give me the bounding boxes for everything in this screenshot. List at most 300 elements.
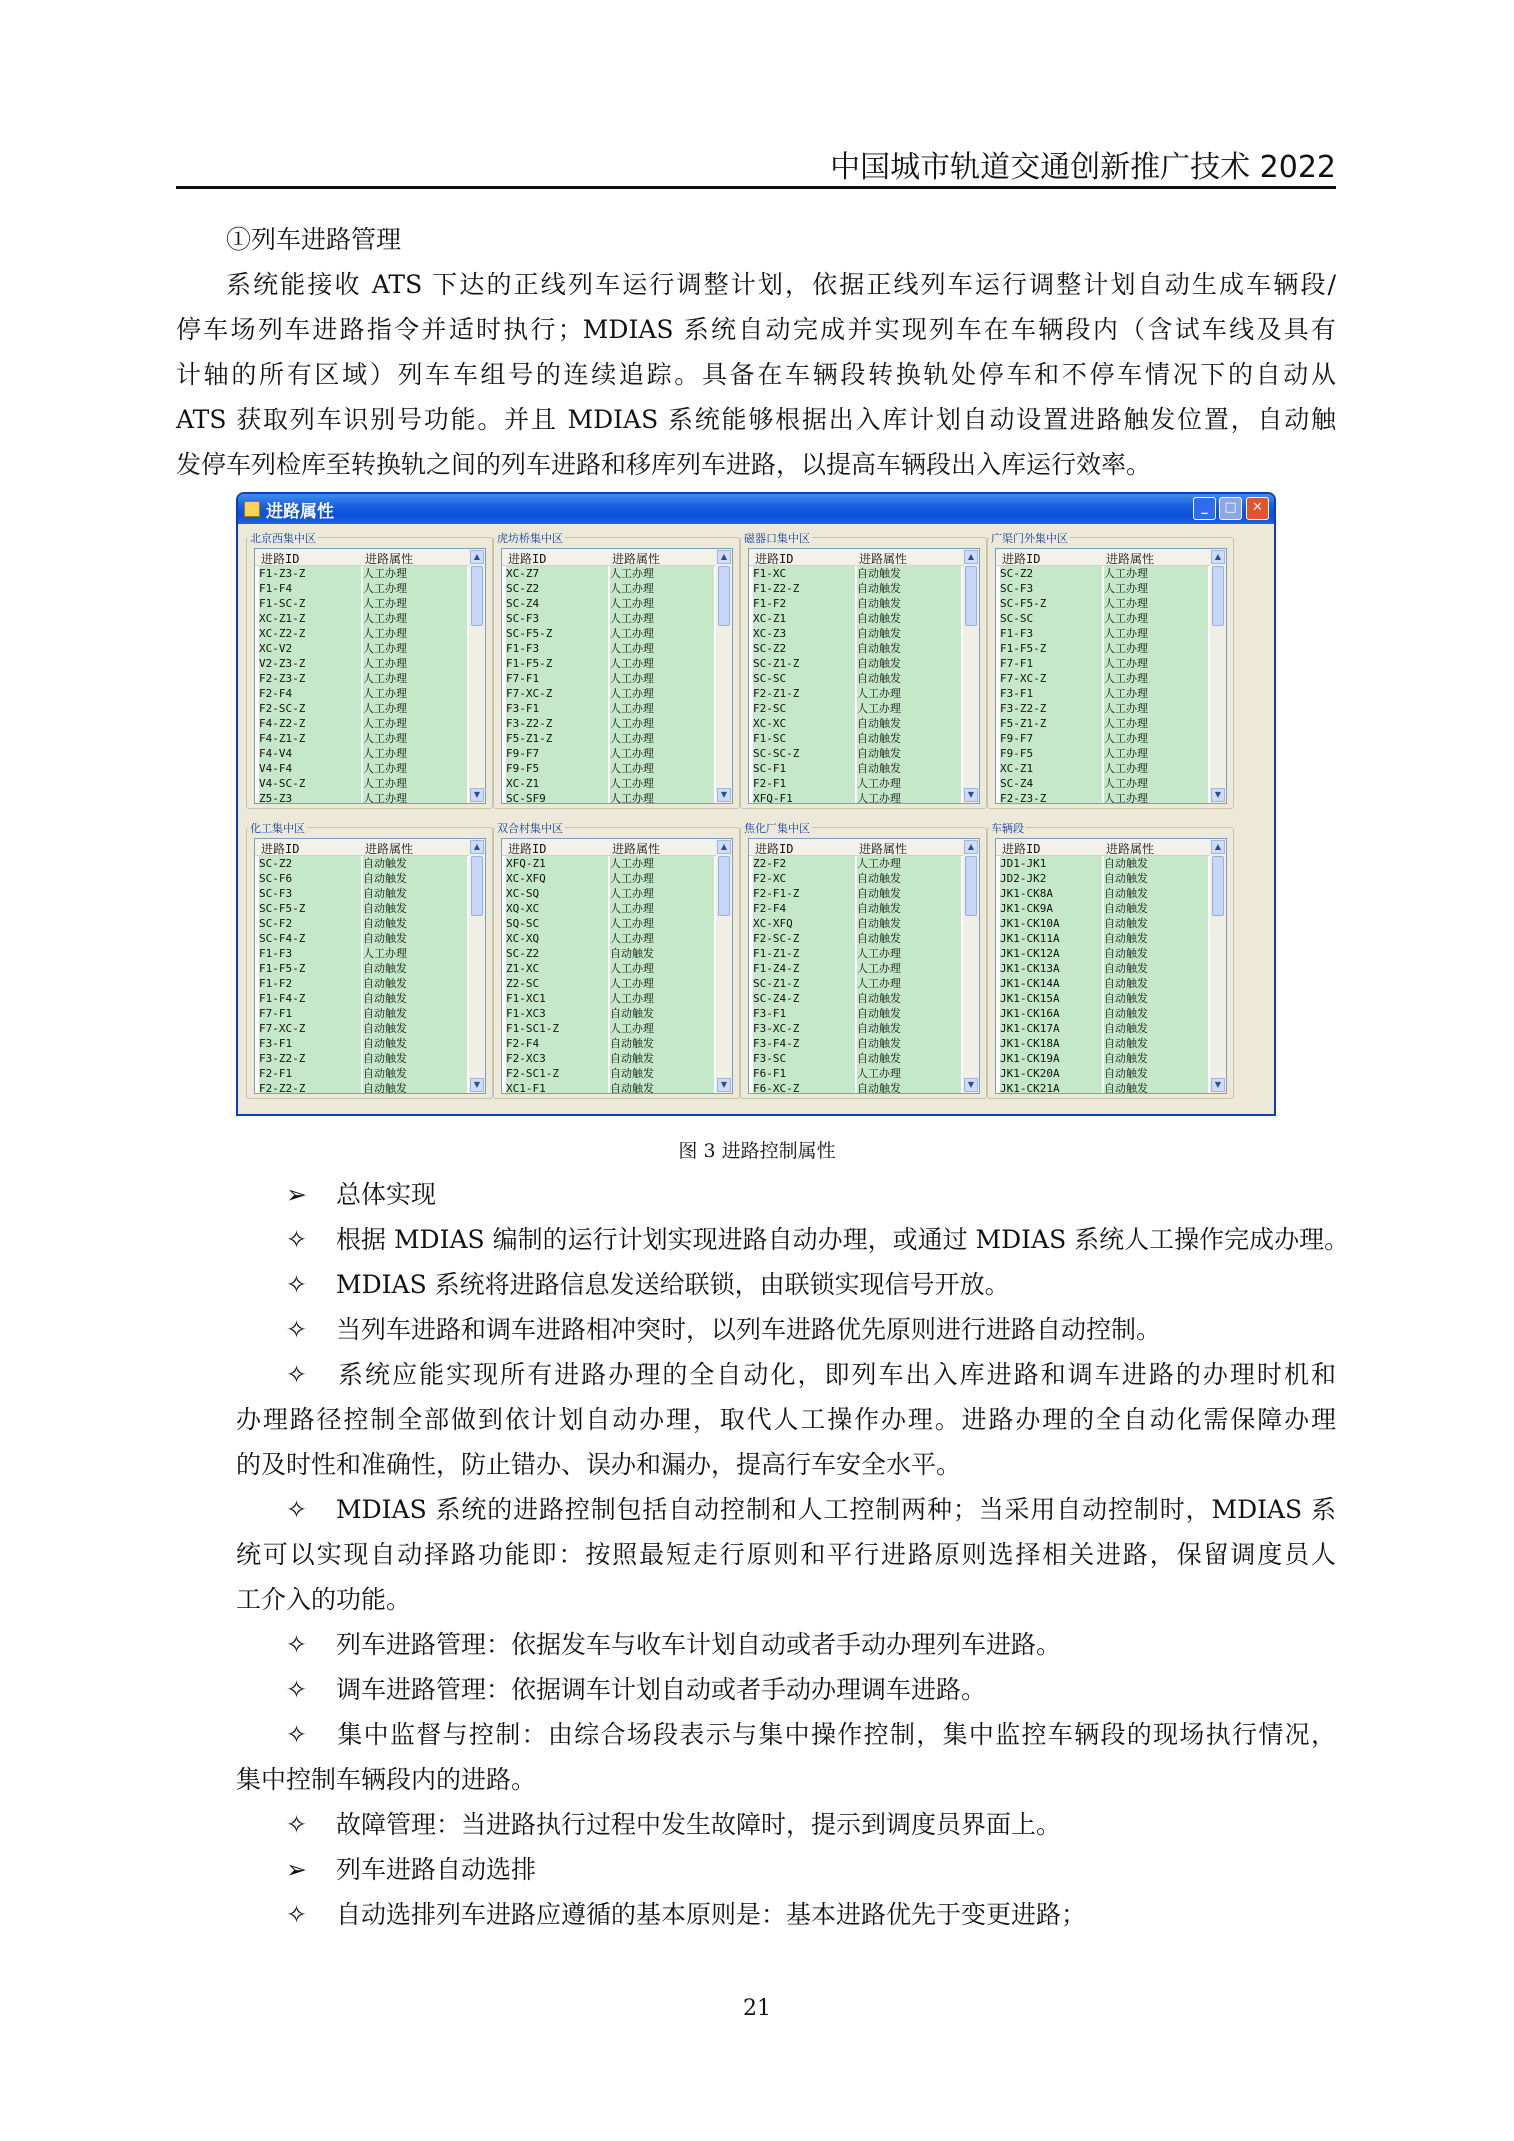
table-row[interactable] xyxy=(749,746,963,761)
table-row[interactable] xyxy=(502,791,716,804)
listview-rows xyxy=(255,566,469,804)
intro-line: ATS 获取列车识别号功能。并且 MDIAS 系统能够根据出入库计划自动设置进路触发位置，自动触 xyxy=(176,405,1336,434)
table-row[interactable] xyxy=(502,1006,716,1021)
table-row[interactable] xyxy=(996,1036,1210,1051)
scroll-thumb[interactable] xyxy=(471,856,483,916)
vertical-scrollbar[interactable] xyxy=(1210,839,1226,1093)
table-row[interactable] xyxy=(749,856,963,871)
table-row[interactable] xyxy=(255,671,469,686)
table-row[interactable] xyxy=(502,961,716,976)
bullet-item xyxy=(286,1847,1336,1892)
table-row[interactable] xyxy=(502,886,716,901)
table-row[interactable] xyxy=(502,901,716,916)
table-row[interactable] xyxy=(502,671,716,686)
table-row[interactable] xyxy=(996,731,1210,746)
bullet-item xyxy=(286,1667,1336,1712)
route-id-cell: F2-SC-Z xyxy=(753,931,855,946)
table-row[interactable] xyxy=(749,1021,963,1036)
table-row[interactable] xyxy=(255,991,469,1006)
table-row[interactable] xyxy=(749,976,963,991)
table-row[interactable] xyxy=(255,1051,469,1066)
intro-paragraph xyxy=(176,262,1336,487)
column-header-route-id[interactable]: 进路ID xyxy=(755,842,794,856)
route-attr-cell: 自动触发 xyxy=(363,886,467,901)
route-id-cell: XFQ-Z1 xyxy=(506,856,608,871)
route-group xyxy=(493,820,740,1098)
column-header-route-attr[interactable]: 进路属性 xyxy=(612,552,661,566)
route-id-cell: SC-F5-Z xyxy=(506,626,608,641)
scroll-up-icon[interactable]: ▲ xyxy=(1211,840,1225,854)
scroll-up-icon[interactable]: ▲ xyxy=(470,840,484,854)
table-row[interactable] xyxy=(749,701,963,716)
table-row[interactable] xyxy=(502,731,716,746)
route-id-cell: F3-F1 xyxy=(1000,686,1102,701)
table-row[interactable] xyxy=(749,581,963,596)
table-row[interactable] xyxy=(996,1006,1210,1021)
route-id-cell: F7-XC-Z xyxy=(1000,671,1102,686)
table-row[interactable] xyxy=(749,776,963,791)
scroll-up-icon[interactable]: ▲ xyxy=(1211,550,1225,564)
bullet-text: 自动选排列车进路应遵循的基本原则是：基本进路优先于变更进路； xyxy=(336,1900,1087,1929)
group-title: 双合村集中区 xyxy=(497,822,563,835)
table-row[interactable] xyxy=(996,856,1210,871)
table-row[interactable] xyxy=(502,871,716,886)
table-row[interactable] xyxy=(255,1081,469,1094)
scroll-down-icon[interactable]: ▼ xyxy=(964,788,978,802)
route-attr-cell: 人工办理 xyxy=(610,566,714,581)
route-listview[interactable] xyxy=(254,548,486,804)
route-id-cell: F2-Z3-Z xyxy=(1000,791,1102,804)
vertical-scrollbar[interactable] xyxy=(716,839,732,1093)
bullet-icon: ➢ xyxy=(286,1180,307,1209)
route-attr-cell: 自动触发 xyxy=(857,931,961,946)
table-row[interactable] xyxy=(502,626,716,641)
column-header-route-id[interactable]: 进路ID xyxy=(755,552,794,566)
route-attr-cell: 人工办理 xyxy=(610,991,714,1006)
route-group xyxy=(987,820,1234,1098)
table-row[interactable] xyxy=(749,1051,963,1066)
table-row[interactable] xyxy=(996,916,1210,931)
table-row[interactable] xyxy=(996,716,1210,731)
route-attr-cell: 人工办理 xyxy=(610,581,714,596)
table-row[interactable] xyxy=(255,731,469,746)
table-row[interactable] xyxy=(749,626,963,641)
route-id-cell: SC-F5-Z xyxy=(259,901,361,916)
table-row[interactable] xyxy=(255,1006,469,1021)
route-attr-cell: 人工办理 xyxy=(1104,716,1208,731)
route-attr-cell: 自动触发 xyxy=(363,1006,467,1021)
table-row[interactable] xyxy=(996,611,1210,626)
table-row[interactable] xyxy=(749,731,963,746)
route-attr-cell: 人工办理 xyxy=(857,686,961,701)
bullet-text-line: 的及时性和准确性，防止错办、误办和漏办，提高行车安全水平。 xyxy=(236,1450,962,1479)
route-listview[interactable] xyxy=(254,838,486,1094)
table-row[interactable] xyxy=(749,596,963,611)
table-row[interactable] xyxy=(996,946,1210,961)
table-row[interactable] xyxy=(996,776,1210,791)
table-row[interactable] xyxy=(502,916,716,931)
table-row[interactable] xyxy=(255,901,469,916)
route-id-cell: XC-V2 xyxy=(259,641,361,656)
table-row[interactable] xyxy=(255,701,469,716)
group-title: 广渠门外集中区 xyxy=(991,532,1068,545)
table-row[interactable] xyxy=(255,626,469,641)
window-titlebar[interactable] xyxy=(238,494,1274,524)
table-row[interactable] xyxy=(255,776,469,791)
table-row[interactable] xyxy=(255,611,469,626)
table-row[interactable] xyxy=(749,886,963,901)
route-attr-cell: 人工办理 xyxy=(610,776,714,791)
table-row[interactable] xyxy=(996,1081,1210,1094)
column-header-route-id[interactable]: 进路ID xyxy=(261,552,300,566)
vertical-scrollbar[interactable] xyxy=(963,839,979,1093)
table-row[interactable] xyxy=(502,856,716,871)
scroll-down-icon[interactable]: ▼ xyxy=(1211,788,1225,802)
table-row[interactable] xyxy=(749,611,963,626)
route-id-cell: F1-SC xyxy=(753,731,855,746)
table-row[interactable] xyxy=(502,611,716,626)
minimize-button[interactable]: _ xyxy=(1193,497,1216,520)
table-row[interactable] xyxy=(996,976,1210,991)
table-row[interactable] xyxy=(255,791,469,804)
table-row[interactable] xyxy=(502,1081,716,1094)
table-row[interactable] xyxy=(996,701,1210,716)
table-row[interactable] xyxy=(749,566,963,581)
vertical-scrollbar[interactable] xyxy=(469,839,485,1093)
route-listview[interactable] xyxy=(995,548,1227,804)
route-attr-cell: 自动触发 xyxy=(1104,1006,1208,1021)
route-id-cell: F9-F5 xyxy=(1000,746,1102,761)
bullet-text: 故障管理：当进路执行过程中发生故障时，提示到调度员界面上。 xyxy=(336,1810,1062,1839)
column-header-route-id[interactable]: 进路ID xyxy=(1002,842,1041,856)
table-row[interactable] xyxy=(502,656,716,671)
route-id-cell: F1-F5-Z xyxy=(506,656,608,671)
table-row[interactable] xyxy=(996,641,1210,656)
table-row[interactable] xyxy=(749,656,963,671)
route-attr-cell: 人工办理 xyxy=(610,686,714,701)
table-row[interactable] xyxy=(996,671,1210,686)
scroll-thumb[interactable] xyxy=(965,856,977,916)
route-id-cell: F1-SC-Z xyxy=(259,596,361,611)
table-row[interactable] xyxy=(996,931,1210,946)
route-id-cell: V2-Z3-Z xyxy=(259,656,361,671)
table-row[interactable] xyxy=(255,856,469,871)
table-row[interactable] xyxy=(749,1066,963,1081)
route-id-cell: JK1-CK12A xyxy=(1000,946,1102,961)
table-row[interactable] xyxy=(749,931,963,946)
table-row[interactable] xyxy=(502,1036,716,1051)
route-attr-cell: 自动触发 xyxy=(363,856,467,871)
table-row[interactable] xyxy=(502,931,716,946)
route-id-cell: XC-Z7 xyxy=(506,566,608,581)
table-row[interactable] xyxy=(255,871,469,886)
figure-caption: 图 3 进路控制属性 xyxy=(678,1140,836,1162)
route-attr-cell: 人工办理 xyxy=(610,701,714,716)
table-row[interactable] xyxy=(996,991,1210,1006)
route-id-cell: F1-XC3 xyxy=(506,1006,608,1021)
table-row[interactable] xyxy=(255,596,469,611)
table-row[interactable] xyxy=(502,946,716,961)
route-attr-cell: 人工办理 xyxy=(363,776,467,791)
table-row[interactable] xyxy=(749,761,963,776)
table-row[interactable] xyxy=(502,991,716,1006)
route-id-cell: F9-F7 xyxy=(506,746,608,761)
route-group xyxy=(740,820,987,1098)
route-id-cell: F3-F4-Z xyxy=(753,1036,855,1051)
route-listview[interactable] xyxy=(995,838,1227,1094)
scroll-thumb[interactable] xyxy=(1212,856,1224,916)
column-header-route-attr[interactable]: 进路属性 xyxy=(365,842,414,856)
route-attr-cell: 人工办理 xyxy=(1104,761,1208,776)
route-attr-cell: 人工办理 xyxy=(363,611,467,626)
scroll-up-icon[interactable]: ▲ xyxy=(717,550,731,564)
table-row[interactable] xyxy=(996,761,1210,776)
route-attr-cell: 人工办理 xyxy=(610,961,714,976)
table-row[interactable] xyxy=(255,746,469,761)
scroll-thumb[interactable] xyxy=(1212,566,1224,626)
route-id-cell: Z2-SC xyxy=(506,976,608,991)
table-row[interactable] xyxy=(749,1036,963,1051)
table-row[interactable] xyxy=(502,716,716,731)
table-row[interactable] xyxy=(502,746,716,761)
listview-rows xyxy=(749,566,963,804)
table-row[interactable] xyxy=(502,1051,716,1066)
route-attr-cell: 自动触发 xyxy=(857,871,961,886)
table-row[interactable] xyxy=(749,641,963,656)
table-row[interactable] xyxy=(996,1051,1210,1066)
route-id-cell: Z5-Z3 xyxy=(259,791,361,804)
route-id-cell: Z2-F2 xyxy=(753,856,855,871)
table-row[interactable] xyxy=(749,671,963,686)
table-row[interactable] xyxy=(502,976,716,991)
route-listview[interactable] xyxy=(748,548,980,804)
table-row[interactable] xyxy=(996,626,1210,641)
table-row[interactable] xyxy=(996,901,1210,916)
route-id-cell: F3-SC xyxy=(753,1051,855,1066)
table-row[interactable] xyxy=(255,1036,469,1051)
table-row[interactable] xyxy=(996,961,1210,976)
route-attr-cell: 人工办理 xyxy=(610,901,714,916)
vertical-scrollbar[interactable] xyxy=(1210,549,1226,803)
table-row[interactable] xyxy=(996,871,1210,886)
route-id-cell: F1-Z4-Z xyxy=(753,961,855,976)
column-header-route-attr[interactable]: 进路属性 xyxy=(612,842,661,856)
route-id-cell: F2-F1-Z xyxy=(753,886,855,901)
route-id-cell: V4-F4 xyxy=(259,761,361,776)
table-row[interactable] xyxy=(502,1066,716,1081)
table-row[interactable] xyxy=(255,716,469,731)
route-attr-cell: 人工办理 xyxy=(610,761,714,776)
table-row[interactable] xyxy=(749,1081,963,1094)
vertical-scrollbar[interactable] xyxy=(716,549,732,803)
scroll-down-icon[interactable]: ▼ xyxy=(717,1078,731,1092)
table-row[interactable] xyxy=(255,656,469,671)
close-button[interactable]: ✕ xyxy=(1246,497,1269,520)
column-header-route-id[interactable]: 进路ID xyxy=(508,552,547,566)
route-id-cell: F3-F1 xyxy=(259,1036,361,1051)
table-row[interactable] xyxy=(502,701,716,716)
window-title: 进路属性 xyxy=(266,502,334,522)
bullet-item xyxy=(286,1172,1336,1217)
table-row[interactable] xyxy=(996,581,1210,596)
route-id-cell: SC-Z2 xyxy=(506,581,608,596)
table-row[interactable] xyxy=(502,581,716,596)
column-header-route-attr[interactable]: 进路属性 xyxy=(365,552,414,566)
table-row[interactable] xyxy=(996,566,1210,581)
route-attr-cell: 自动触发 xyxy=(857,716,961,731)
route-attr-cell: 自动触发 xyxy=(857,641,961,656)
route-attr-cell: 自动触发 xyxy=(1104,991,1208,1006)
table-row[interactable] xyxy=(749,946,963,961)
route-attr-cell: 人工办理 xyxy=(857,856,961,871)
column-header-route-attr[interactable]: 进路属性 xyxy=(1106,552,1155,566)
scroll-down-icon[interactable]: ▼ xyxy=(964,1078,978,1092)
table-row[interactable] xyxy=(749,961,963,976)
bullet-icon: ✧ xyxy=(286,1495,307,1524)
column-header-route-attr[interactable]: 进路属性 xyxy=(859,552,908,566)
table-row[interactable] xyxy=(996,791,1210,804)
scroll-down-icon[interactable]: ▼ xyxy=(470,788,484,802)
table-row[interactable] xyxy=(749,791,963,804)
table-row[interactable] xyxy=(255,961,469,976)
scroll-thumb[interactable] xyxy=(471,566,483,626)
route-attr-cell: 人工办理 xyxy=(857,976,961,991)
scroll-down-icon[interactable]: ▼ xyxy=(470,1078,484,1092)
route-attr-cell: 自动触发 xyxy=(857,611,961,626)
table-row[interactable] xyxy=(255,916,469,931)
table-row[interactable] xyxy=(749,991,963,1006)
bullet-icon: ✧ xyxy=(286,1315,307,1344)
table-row[interactable] xyxy=(749,901,963,916)
route-attr-cell: 人工办理 xyxy=(610,976,714,991)
table-row[interactable] xyxy=(255,686,469,701)
bullet-icon: ✧ xyxy=(286,1810,307,1839)
table-row[interactable] xyxy=(255,1066,469,1081)
route-listview[interactable] xyxy=(501,548,733,804)
route-attr-cell: 自动触发 xyxy=(363,901,467,916)
scroll-up-icon[interactable]: ▲ xyxy=(964,840,978,854)
vertical-scrollbar[interactable] xyxy=(469,549,485,803)
route-id-cell: SQ-SC xyxy=(506,916,608,931)
bullet-item xyxy=(286,1622,1336,1667)
table-row[interactable] xyxy=(255,946,469,961)
route-attr-cell: 人工办理 xyxy=(1104,731,1208,746)
route-listview[interactable] xyxy=(501,838,733,1094)
scroll-thumb[interactable] xyxy=(718,566,730,626)
table-row[interactable] xyxy=(255,976,469,991)
route-id-cell: F2-XC xyxy=(753,871,855,886)
table-row[interactable] xyxy=(749,686,963,701)
route-id-cell: F1-F3 xyxy=(259,946,361,961)
bullet-paragraph xyxy=(236,1712,1336,1802)
bullet-text-line: 办理路径控制全部做到依计划自动办理，取代人工操作办理。进路办理的全自动化需保障办理 xyxy=(236,1405,1336,1434)
scroll-up-icon[interactable]: ▲ xyxy=(470,550,484,564)
table-row[interactable] xyxy=(255,931,469,946)
table-row[interactable] xyxy=(255,566,469,581)
route-id-cell: F2-Z1-Z xyxy=(753,686,855,701)
table-row[interactable] xyxy=(996,1066,1210,1081)
scroll-thumb[interactable] xyxy=(965,566,977,626)
route-id-cell: SC-F1 xyxy=(753,761,855,776)
route-attr-cell: 自动触发 xyxy=(857,1051,961,1066)
table-row[interactable] xyxy=(502,596,716,611)
route-attr-cell: 自动触发 xyxy=(857,581,961,596)
route-attr-cell: 自动触发 xyxy=(1104,856,1208,871)
scroll-down-icon[interactable]: ▼ xyxy=(717,788,731,802)
table-row[interactable] xyxy=(502,566,716,581)
route-attr-cell: 自动触发 xyxy=(857,886,961,901)
route-id-cell: SC-SC xyxy=(1000,611,1102,626)
table-row[interactable] xyxy=(749,916,963,931)
table-row[interactable] xyxy=(255,581,469,596)
table-row[interactable] xyxy=(502,686,716,701)
table-row[interactable] xyxy=(996,656,1210,671)
table-row[interactable] xyxy=(996,686,1210,701)
route-attr-cell: 人工办理 xyxy=(363,946,467,961)
table-row[interactable] xyxy=(749,1006,963,1021)
table-row[interactable] xyxy=(502,761,716,776)
column-header-route-id[interactable]: 进路ID xyxy=(1002,552,1041,566)
table-row[interactable] xyxy=(996,1021,1210,1036)
route-id-cell: F5-Z1-Z xyxy=(1000,716,1102,731)
route-attr-cell: 自动触发 xyxy=(363,1081,467,1094)
column-header-route-id[interactable]: 进路ID xyxy=(508,842,547,856)
column-header-route-attr[interactable]: 进路属性 xyxy=(859,842,908,856)
route-attr-cell: 自动触发 xyxy=(363,991,467,1006)
scroll-up-icon[interactable]: ▲ xyxy=(964,550,978,564)
scroll-down-icon[interactable]: ▼ xyxy=(1211,1078,1225,1092)
column-header-route-id[interactable]: 进路ID xyxy=(261,842,300,856)
app-icon xyxy=(244,501,260,517)
table-row[interactable] xyxy=(255,641,469,656)
table-row[interactable] xyxy=(502,641,716,656)
table-row[interactable] xyxy=(996,746,1210,761)
table-row[interactable] xyxy=(749,871,963,886)
route-attr-cell: 人工办理 xyxy=(363,791,467,804)
table-row[interactable] xyxy=(996,596,1210,611)
route-attr-cell: 人工办理 xyxy=(610,716,714,731)
intro-line: 停车场列车进路指令并适时执行；MDIAS 系统自动完成并实现列车在车辆段内（含试车线及具有 xyxy=(176,315,1336,344)
vertical-scrollbar[interactable] xyxy=(963,549,979,803)
table-row[interactable] xyxy=(255,761,469,776)
listview-header xyxy=(255,549,469,566)
route-attr-cell: 自动触发 xyxy=(363,931,467,946)
table-row[interactable] xyxy=(255,886,469,901)
table-row[interactable] xyxy=(502,776,716,791)
route-attr-cell: 人工办理 xyxy=(857,1066,961,1081)
route-attr-cell: 人工办理 xyxy=(363,671,467,686)
scroll-thumb[interactable] xyxy=(718,856,730,916)
column-header-route-attr[interactable]: 进路属性 xyxy=(1106,842,1155,856)
scroll-up-icon[interactable]: ▲ xyxy=(717,840,731,854)
table-row[interactable] xyxy=(255,1021,469,1036)
listview-header xyxy=(255,839,469,856)
route-attr-cell: 人工办理 xyxy=(363,656,467,671)
route-id-cell: F1-XC xyxy=(753,566,855,581)
route-attr-cell: 人工办理 xyxy=(1104,596,1208,611)
route-attr-cell: 人工办理 xyxy=(1104,581,1208,596)
route-attr-cell: 人工办理 xyxy=(1104,686,1208,701)
route-listview[interactable] xyxy=(748,838,980,1094)
maximize-button[interactable]: □ xyxy=(1219,497,1242,520)
table-row[interactable] xyxy=(502,1021,716,1036)
table-row[interactable] xyxy=(996,886,1210,901)
listview-rows xyxy=(749,856,963,1094)
table-row[interactable] xyxy=(749,716,963,731)
route-attr-cell: 自动触发 xyxy=(857,991,961,1006)
route-attr-cell: 人工办理 xyxy=(857,701,961,716)
route-attr-cell: 人工办理 xyxy=(363,746,467,761)
